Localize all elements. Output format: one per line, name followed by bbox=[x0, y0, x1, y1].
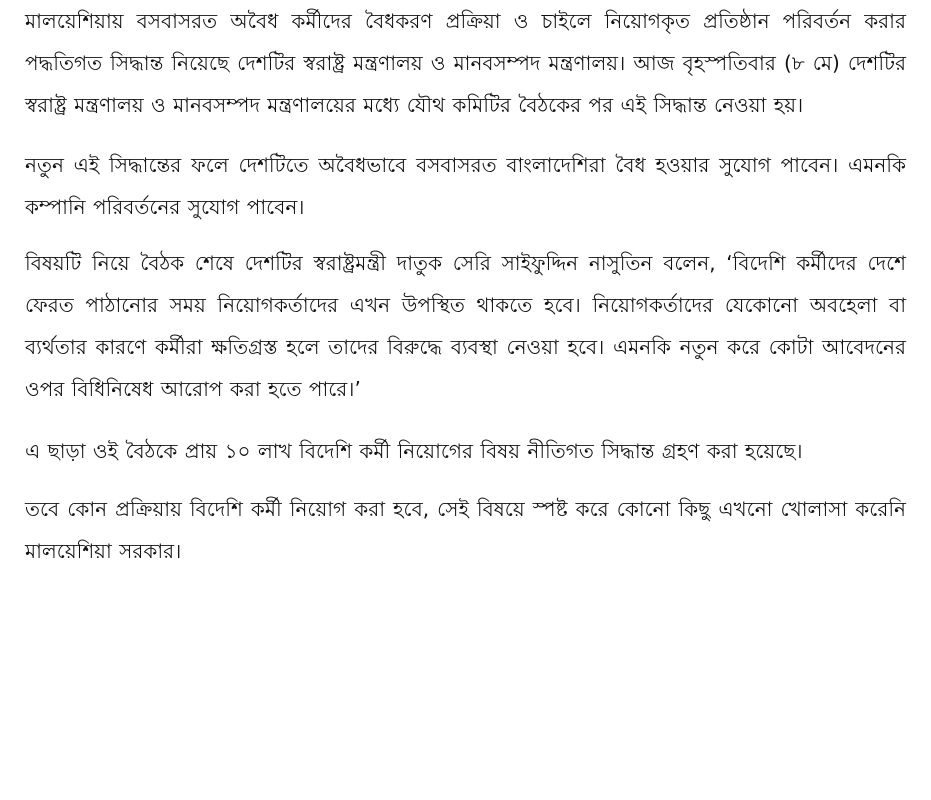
paragraph-1: মালয়েশিয়ায় বসবাসরত অবৈধ কর্মীদের বৈধকরণ প্রক্রিয়া ও চাইলে নিয়োগকৃত প্রতিষ্ঠান পরিবর্তন করার পদ্ধতিগত সিদ্ধান্ত নিয়েছে দেশটির স্বরাষ্ট্র মন্ত্রণালয় ও মানবসম্পদ মন্ত্রণালয়। আজ বৃহস্পতিবার (৮ মে) দেশটির স্বরাষ্ট্র মন্ত্রণালয় ও মানবসম্পদ মন্ত্রণালয়ের মধ্যে যৌথ কমিটির বৈঠকের পর এই সিদ্ধান্ত নেওয়া হয়। bbox=[25, 9, 906, 117]
paragraph-4: এ ছাড়া ওই বৈঠকে প্রায় ১০ লাখ বিদেশি কর্মী নিয়োগের বিষয় নীতিগত সিদ্ধান্ত গ্রহণ করা হয়েছে। bbox=[25, 439, 803, 463]
paragraph-5: তবে কোন প্রক্রিয়ায় বিদেশি কর্মী নিয়োগ করা হবে, সেই বিষয়ে স্পষ্ট করে কোনো কিছু এখনো খোলাসা করেনি মালয়েশিয়া সরকার। bbox=[25, 497, 906, 563]
paragraph-2: নতুন এই সিদ্ধান্তের ফলে দেশটিতে অবৈধভাবে বসবাসরত বাংলাদেশিরা বৈধ হওয়ার সুযোগ পাবেন। এমনকি কম্পানি পরিবর্তনের সুযোগ পাবেন। bbox=[25, 153, 906, 219]
paragraph-3: বিষয়টি নিয়ে বৈঠক শেষে দেশটির স্বরাষ্ট্রমন্ত্রী দাতুক সেরি সাইফুদ্দিন নাসুতিন বলেন, ‘বিদেশি কর্মীদের দেশে ফেরত পাঠানোর সময় নিয়োগকর্তাদের এখন উপস্থিত থাকতে হবে। নিয়োগকর্তাদের যেকোনো অবহেলা বা ব্যর্থতার কারণে কর্মীরা ক্ষতিগ্রস্ত হলে তাদের বিরুদ্ধে ব্যবস্থা নেওয়া হবে। এমনকি নতুন করে কোটা আবেদনের ওপর বিধিনিষেধ আরোপ করা হতে পারে।’ bbox=[25, 251, 906, 401]
